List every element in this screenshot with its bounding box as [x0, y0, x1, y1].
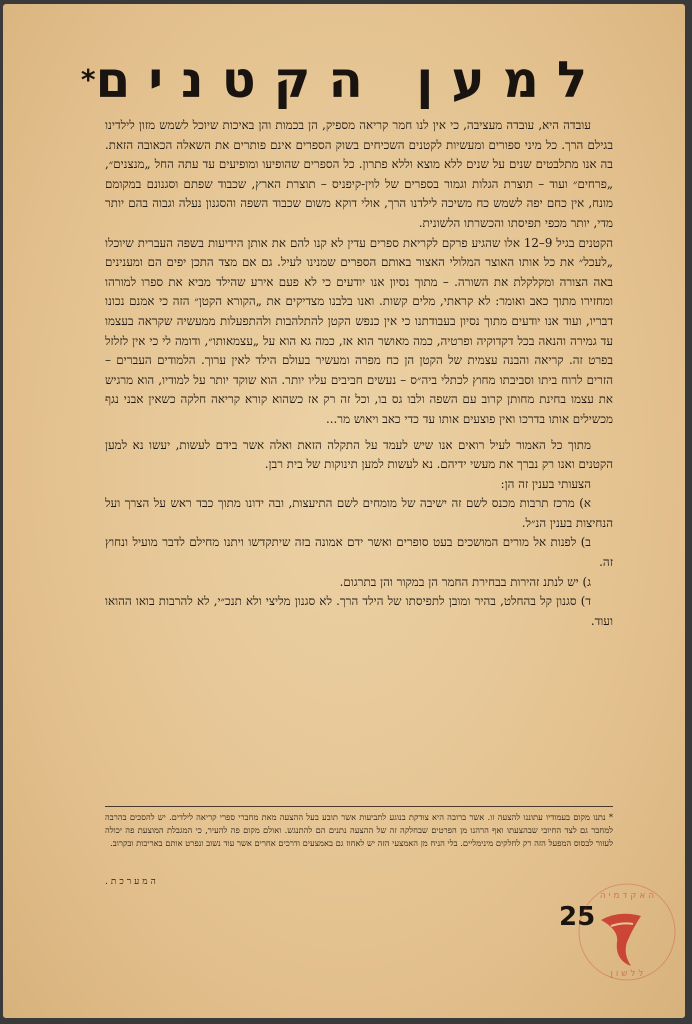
proposals-heading: הצעותי בענין זה הן:	[500, 476, 591, 491]
watermark-letters-bottom: ל ל ש ו ן	[610, 969, 644, 979]
watermark-letters-top: ה א ק ד מ י ה	[599, 891, 655, 901]
footnote-text: * נתנו מקום בעמודיו עתוננו להצעה זו. אשר ברובה היא צודקת בנוגע לתביעות אשר תובע בעל ההצעה מאת מחברי ספרי קריאה לילדים. יש להסכים בהרבה למחבר גם לצד החיובי שבהצעתו ואף הרהנו מן הפרטים שבחלקה זה של ההצעה נתנים הם להתנגש. ואולם מקום פה להעיר, כי המגבלת המוצעת פה יכולה לעזור לבסוס המפעל הזה רק לחלקים מינימליים. בלי הניח מן האמצעי הזה יש לאחוז גם באמצעים ודרכים אחרים אשר עוד נשוב ונפרט אותם באריכות ובקרוב.	[105, 812, 613, 849]
proposal-item-d: ד) סגנון קל בהחלט, בהיר ומובן לתפיסתו של הילד הרך. לא סגנון מליצי ולא תנכ״י, לא להרבות בואו ההואו ועוד.	[105, 594, 613, 628]
proposal-item-b: ב) לפנות אל מורים המושכים בעט סופרים ואשר ידם אמונה בזה שיתקדשו ויתנו מחילם לדבר מועיל ונחוץ זה.	[105, 535, 613, 570]
academy-watermark-logo	[571, 876, 683, 988]
page-number: 25	[559, 902, 596, 932]
title-footnote-mark: *	[80, 63, 96, 96]
proposal-item-a: א) מרכז תרבות מכנס לשם זה ישיבה של מומחים לשם התיעצות, ובה ידונו מתוך כבד ראש על הצרך ועל הנחיצות בענין הנ״ל.	[105, 496, 613, 530]
editorial-signature: המערכת.	[105, 877, 159, 887]
article-body	[105, 116, 613, 631]
title-text: למען הקטנים	[95, 51, 606, 109]
editorial-footnote	[105, 806, 613, 851]
watermark-emblem	[601, 914, 641, 966]
scanned-page	[3, 4, 685, 1018]
paragraph-intro: עובדה היא, עובדה מעציבה, כי אין לנו חמר קריאה מספיק, הן בכמות והן באיכות שיוכל לשמש מזון לילדינו בגילם הרך. כל מיני ספורים ומעשיות לקטנים השכיחים בשוק הספרים אינם פותרים את השאלה הכאובה הזאת. בה אנו מתלבטים שנים על שנים ללא מוצא וללא פתרון. כל הספרים שהופיעו ומופיעים עד עתה החל „מנצנים״, „פרחים״ ועוד – תוצרת הגלות וגמור בספרים של לוין-קיפניס – תוצרת הארץ, שכבוד שפתם וסגנונם במקומם מונח, אין כחם יפה לשמש כח משיכה לילדנו הרך, אולי דוקא משום שכבוד השפה והסגנון נעלה וגבוה בהם יותר מדי, יותר מכפי תפיסתו והכשרתו הלשונית.	[105, 118, 613, 230]
proposal-item-c: ג) יש לנתנ זהירות בבחירת החמר הן במקור והן בתרגום.	[339, 574, 591, 589]
page-title	[63, 52, 623, 108]
paragraph-conclusion: מתוך כל האמור לעיל רואים אנו שיש לעמד על התקלה הזאת ואלה אשר בידם לעשות, יעשו נא למען הקטנים ואנו רק נברך את מעשי ידיהם. נא לעשות למען תינוקות של בית רבן.	[105, 437, 613, 472]
paragraph-children-reading: הקטנים בגיל 9–12 אלו שהגיע פרקם לקריאת ספרים עדין לא קנו להם את אותן הידיעות בשפה העברית שיוכלו „לעכל״ את כל אותו האוצר המלולי האצור באותם הספרים שמנינו לעיל. גם אם מצד התכן יפים הם ומענינים באה הצורה ומקלקלת את השורה. – מתוך נסיון אנו יודעים כי לא פעם אירע שהילד מביא את ספרו למורהו ומחזירו מתוך כאב ואומר: לא קראתי, מלים קשות. ואנו בלבנו מצדיקים את „הקורא הקטן״ הזה כי אמנם נכונו דבריו, ועוד אנו יודעים מתוך נסיון בעבודתנו כי אין כנפש הקטן להתלהבות ולהתפעלות ממעשיה שקראה בעצמו עד גמירה והנאה בכל דקדוקיה ופרטיה, כמה מאושר הוא אז, כמה גא הוא על „עצמאותו״, ודומה לי כי אין לזלזל בפרט זה. קריאה והבנה עצמית של הקטן הן כח מפרה ומעשיר בעולם הילד לאין ערוך. הלמודים העברים – הזרים לרוח ביתו וסביבתו מחוץ לכתלי ביה״ס – נעשים חביבים עליו יותר. הוא שוקד יותר על למודיו, הוא מרגיש את עצמו בחינת מחותן קרוב עם השפה ולבו גס בו, וכל זה רק אז כשהוא קורא קריאה חלקה כשאין אבני נגף מכשילים אותו בדרכו ואין פוצעים אותו עד כדי כאב ויאוש מר...	[105, 235, 613, 426]
